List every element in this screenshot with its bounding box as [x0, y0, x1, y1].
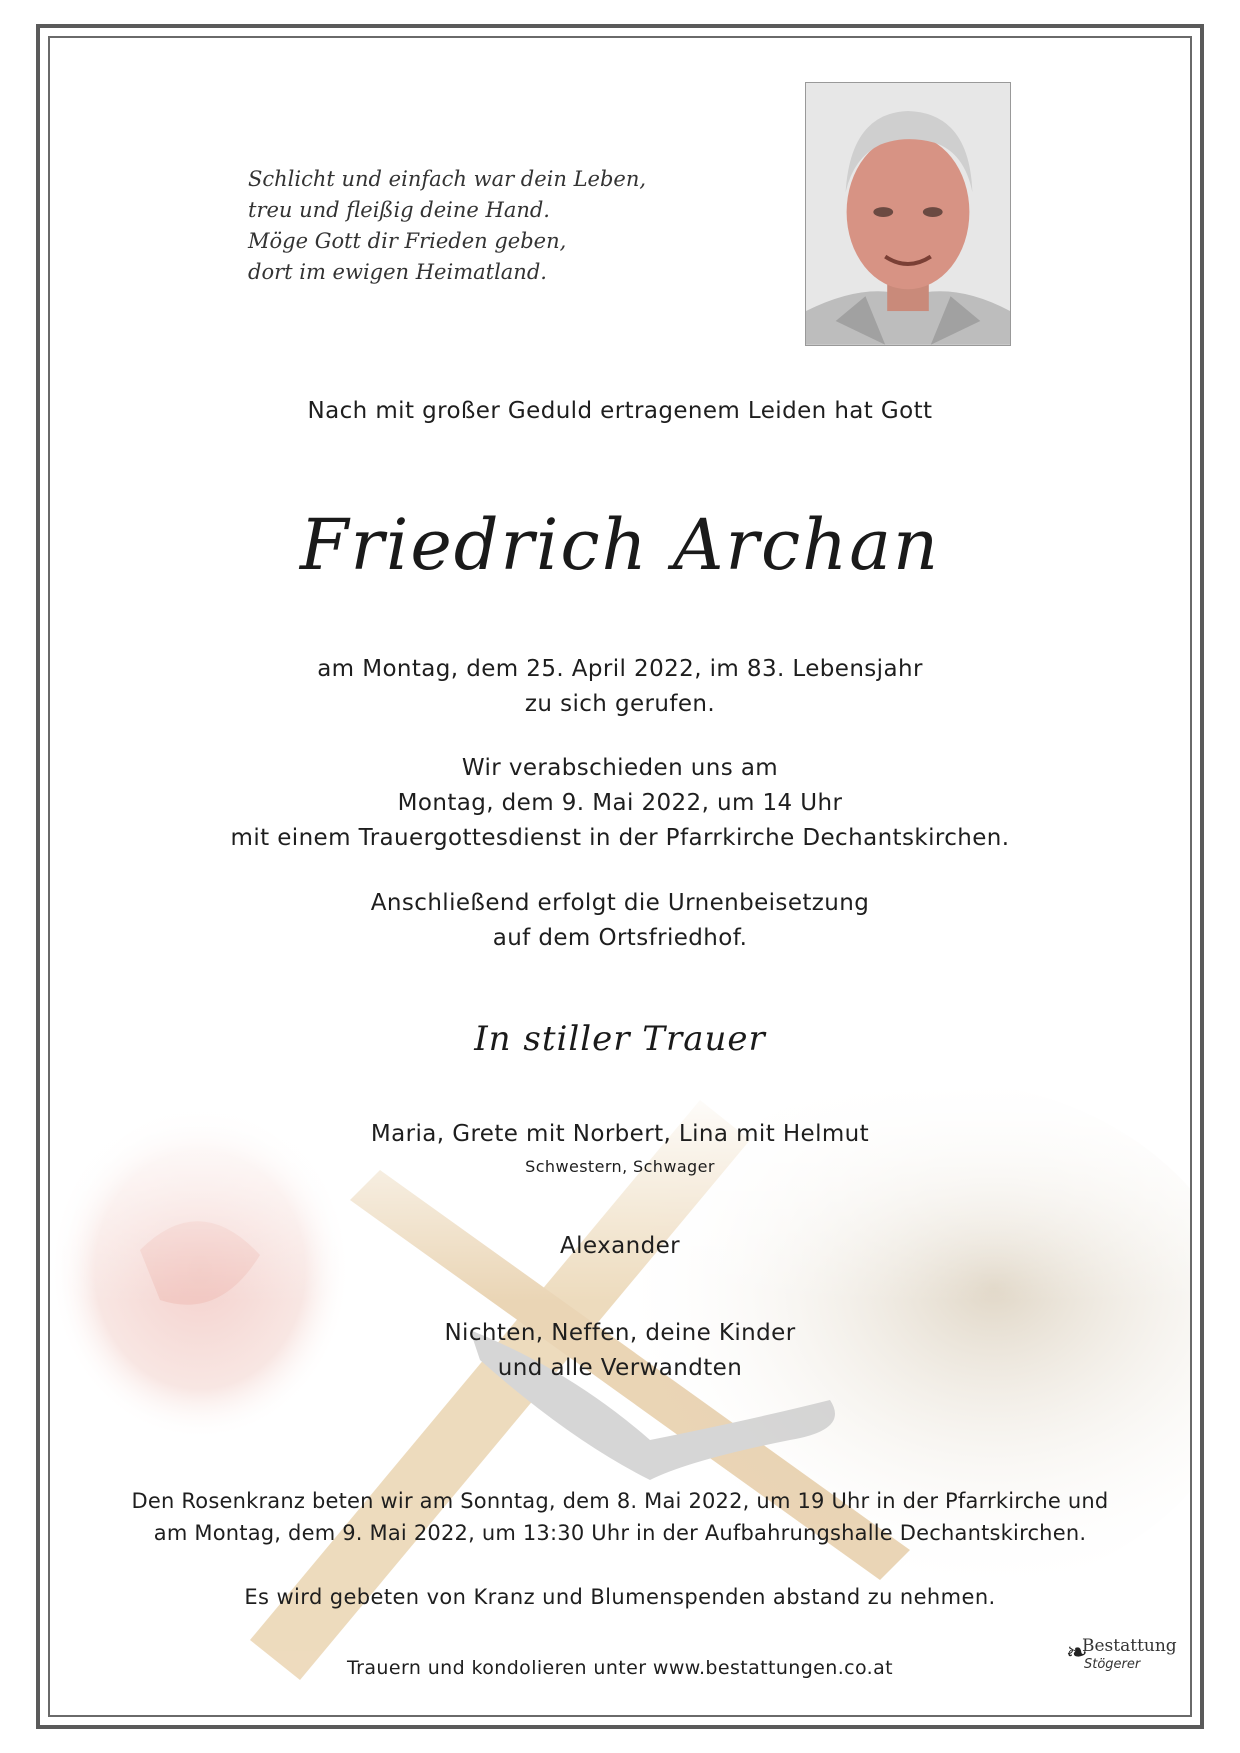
mourners-group-3-line-2: und alle Verwandten — [497, 1355, 743, 1381]
poem-line: Möge Gott dir Frieden geben, — [248, 229, 567, 253]
burial-line-2: auf dem Ortsfriedhof. — [492, 925, 748, 951]
mourners-group-2: Alexander — [560, 1233, 680, 1259]
poem-line: Schlicht und einfach war dein Leben, — [248, 167, 647, 191]
portrait-image — [806, 83, 1010, 345]
farewell-line-2: Montag, dem 9. Mai 2022, um 14 Uhr — [397, 790, 843, 816]
rosary-line-1: Den Rosenkranz beten wir am Sonntag, dem 8. Mai 2022, um 19 Uhr in der Pfarrkirche und — [131, 1489, 1109, 1513]
death-line-1: am Montag, dem 25. April 2022, im 83. Lebensjahr — [317, 656, 923, 682]
death-line-2: zu sich gerufen. — [524, 691, 716, 717]
poem-line: treu und fleißig deine Hand. — [248, 198, 550, 222]
burial-line-1: Anschließend erfolgt die Urnenbeisetzung — [370, 890, 870, 916]
farewell-line-1: Wir verabschieden uns am — [461, 755, 779, 781]
poem — [248, 164, 688, 288]
farewell-line-3: mit einem Trauergottesdienst in der Pfarrkirche Dechantskirchen. — [230, 825, 1010, 851]
condolence-note: Trauern und kondolieren unter www.bestattungen.co.at — [346, 1657, 894, 1679]
mourners-group-1-relation: Schwestern, Schwager — [525, 1157, 715, 1176]
mourners-group-3-line-1: Nichten, Neffen, deine Kinder — [444, 1320, 796, 1346]
portrait-photo — [805, 82, 1011, 346]
intro-text: Nach mit großer Geduld ertragenem Leiden hat Gott — [307, 398, 933, 424]
rosary-line-2: am Montag, dem 9. Mai 2022, um 13:30 Uhr in der Aufbahrungshalle Dechantskirchen. — [153, 1521, 1087, 1545]
logo-line-1: Bestattung — [1082, 1636, 1177, 1656]
deceased-name: Friedrich Archan — [299, 504, 941, 586]
poem-line: dort im ewigen Heimatland. — [248, 260, 547, 284]
mourning-heading: In stiller Trauer — [474, 1019, 766, 1059]
mourners-group-1: Maria, Grete mit Norbert, Lina mit Helmut — [370, 1121, 870, 1147]
flame-leaf-icon: ❧ — [1066, 1638, 1088, 1668]
logo-line-2: Stögerer — [1084, 1657, 1141, 1672]
funeral-home-logo — [1066, 1636, 1176, 1678]
flowers-note: Es wird gebeten von Kranz und Blumenspenden abstand zu nehmen. — [244, 1585, 996, 1609]
